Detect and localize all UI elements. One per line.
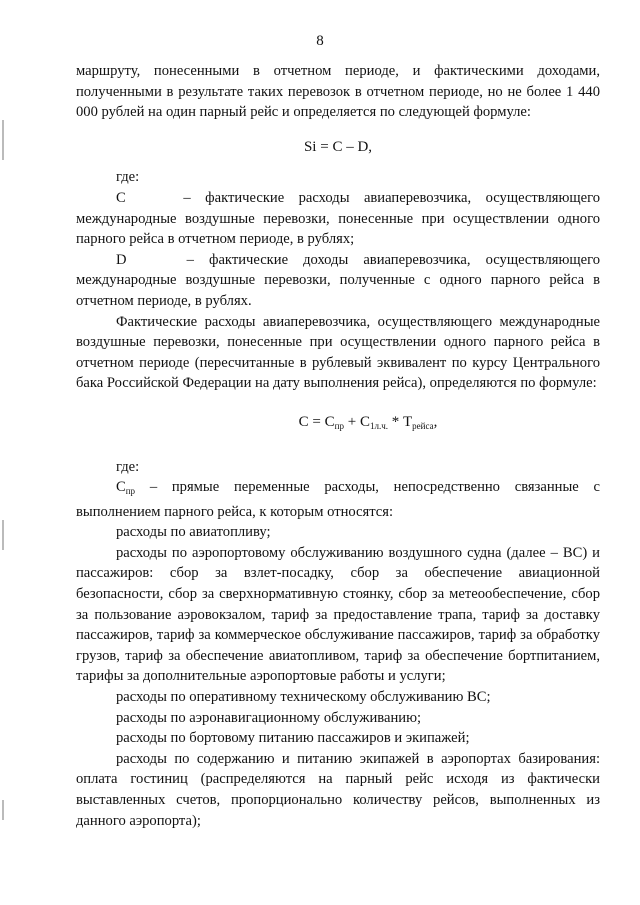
formula-si: Si = C – D, bbox=[303, 138, 373, 155]
list-item-crew: расходы по содержанию и питанию экипажей в аэропортах базирования: оплата гостиниц (распределяются на парный рейс исходя из фактически выставленных счетов, пропорционально количеству рейсов, выполненных из данного аэропорта); bbox=[76, 750, 600, 829]
definition-d-text: – фактические доходы авиаперевозчика, осуществляющего международные воздушные перевозки, полученные с одного парного рейса в отчетном периоде, в рублях. bbox=[76, 251, 600, 309]
formula-c-part: C = C bbox=[298, 413, 335, 430]
formula-c-sub-reis: рейса bbox=[412, 420, 434, 431]
definition-c-text: – фактические расходы авиаперевозчика, осуществляющего международные воздушные перевозки, понесенные при осуществлении одного парного рейса в отчетном периоде, в рублях; bbox=[76, 189, 600, 248]
paragraph-intro: маршруту, понесенными в отчетном периоде, и фактическими доходами, полученными в результате таких перевозок в отчетном периоде, но не более 1 440 000 рублей на один парный рейс и определяется по следующей формуле: bbox=[76, 63, 600, 121]
where-label-1: где: bbox=[116, 169, 140, 186]
formula-c-part: , bbox=[433, 413, 438, 430]
formula-c-part: + C bbox=[343, 413, 370, 430]
paragraph-actual-costs: Фактические расходы авиаперевозчика, осуществляющего международные воздушные перевозки, понесенные при осуществлении одного парного рейса в отчетном периоде (пересчитанные в рублевый эквивалент по курсу Центрального бака Российской Федерации на дату выполнения рейса), определяются по формуле: bbox=[76, 313, 600, 392]
definition-d bbox=[76, 250, 600, 312]
definition-cpr bbox=[76, 477, 600, 522]
list-item-tech: расходы по оперативному техническому обслуживанию ВС; bbox=[116, 689, 491, 706]
formula-c-sub-lch: 1л.ч. bbox=[369, 420, 388, 431]
scan-edge-mark bbox=[2, 800, 4, 820]
scan-edge-mark bbox=[2, 520, 4, 550]
list-item-nav: расходы по аэронавигационному обслуживанию; bbox=[116, 709, 422, 726]
list-item-food: расходы по бортовому питанию пассажиров и экипажей; bbox=[116, 730, 470, 747]
definition-c-symbol: C bbox=[116, 189, 126, 206]
formula-c-sub-pr: пр bbox=[334, 420, 344, 431]
where-label-2: где: bbox=[116, 458, 140, 475]
definition-cpr-symbol: C bbox=[116, 479, 126, 496]
scan-edge-mark bbox=[2, 120, 4, 160]
list-item-fuel: расходы по авиатопливу; bbox=[116, 524, 271, 541]
list-item-airport: расходы по аэропортовому обслуживанию воздушного судна (далее – ВС) и пассажиров: сбор за взлет-посадку, сбор за обеспечение авиационной безопасности, сбор за сверхнормативную стоянку, сбор за метеообеспечение, сбор за пользование аэровокзалом, тариф за предоставление трапа, тариф за доставку пассажиров, тариф за коммерческое обслуживание пассажиров, тариф за обработку грузов, тариф за обеспечение авиатопливом, тариф за обеспечение бортпитанием, тарифы за дополнительные аэропортовые работы и услуги; bbox=[76, 544, 600, 685]
page-number: 8 bbox=[316, 33, 324, 49]
definition-d-symbol: D bbox=[116, 251, 127, 268]
definition-cpr-sub: пр bbox=[125, 486, 136, 497]
document-body bbox=[76, 61, 600, 831]
formula-c bbox=[76, 412, 600, 437]
definition-c bbox=[76, 188, 600, 250]
definition-cpr-text: – прямые переменные расходы, непосредственно связанные с выполнением парного рейса, к которым относятся: bbox=[76, 479, 600, 520]
formula-c-part: * T bbox=[387, 413, 413, 430]
